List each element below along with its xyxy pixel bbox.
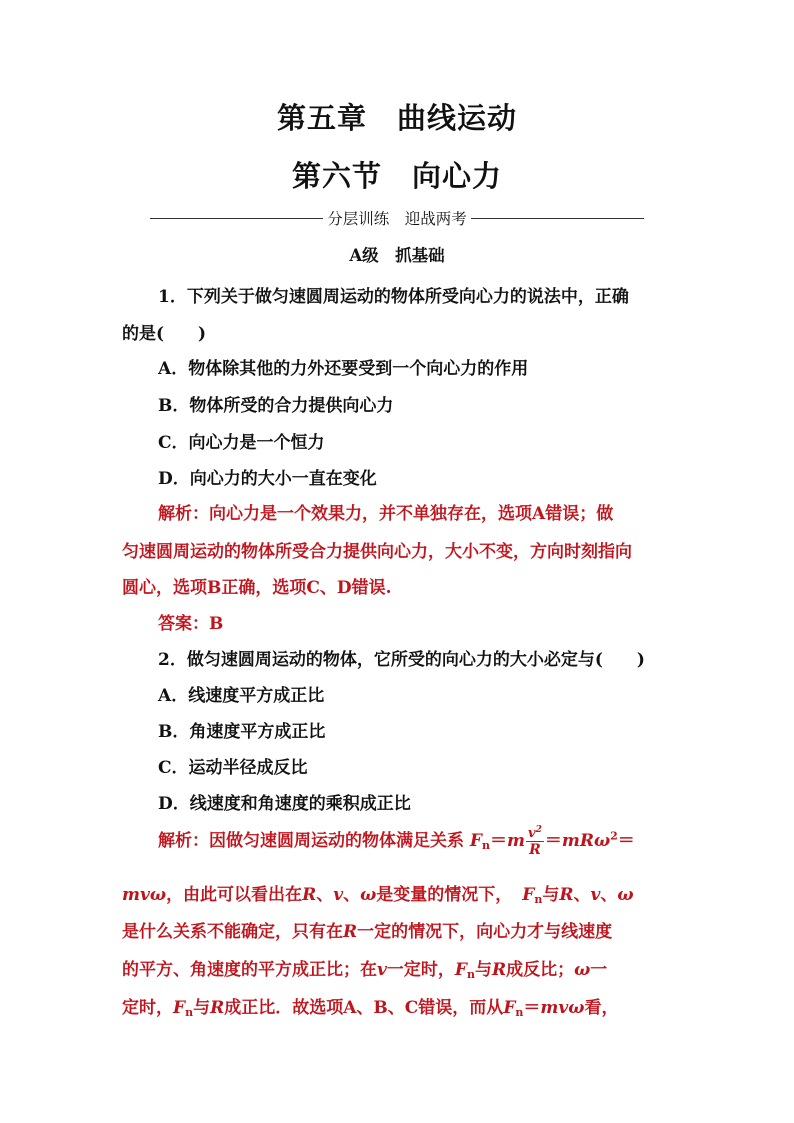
q1-stem-line2: 的是( )	[122, 324, 207, 344]
q2-analysis-line4	[122, 955, 607, 981]
l2-sep3: 、	[573, 885, 591, 905]
l2-r: R	[302, 885, 317, 905]
l4-r: R	[491, 960, 507, 980]
banner-separator	[150, 207, 644, 231]
l5-f2: F	[503, 998, 516, 1018]
q1-option-c: C．向心力是一个恒力	[158, 433, 325, 453]
l2-omega3: ω	[617, 885, 634, 905]
l5-r: R	[210, 998, 225, 1018]
l2-sep1: 、	[316, 885, 334, 905]
l2-f: F	[522, 885, 535, 905]
formula-f: F	[469, 831, 482, 851]
formula-n-sub: n	[482, 839, 490, 852]
q2-analysis-line5	[122, 993, 618, 1019]
q1-analysis-text1: ：向心力是一个效果力，并不单独存在，选项A错误；做	[192, 504, 614, 524]
l2-text-b: 是变量的情况下，	[376, 885, 513, 905]
l2-text-c: 与	[542, 885, 560, 905]
l2-sep4: 、	[600, 885, 618, 905]
l2-text-a: ，由此可以看出在	[166, 885, 303, 905]
l4-omega: ω	[574, 960, 591, 980]
formula-omega: ω	[593, 831, 611, 851]
q2-option-d: D．线速度和角速度的乘积成正比	[158, 794, 411, 814]
section-title: 第六节 向心力	[291, 159, 502, 193]
l4-text-a: 的平方、角速度的平方成正比；在	[122, 960, 377, 980]
l5-text-c: 成正比．故选项A、B、C错误，而从	[224, 998, 504, 1018]
l5-text-a: 定时，	[122, 998, 173, 1018]
l4-v: v	[377, 960, 387, 980]
formula-fraction	[526, 826, 544, 857]
l4-text-c: 与	[474, 960, 492, 980]
q1-option-a: A．物体除其他的力外还要受到一个向心力的作用	[158, 359, 529, 379]
l4-text-b: 一定时，	[386, 960, 455, 980]
fraction-denominator: R	[526, 841, 544, 857]
chapter-title: 第五章 曲线运动	[276, 101, 517, 135]
q1-analysis-label: 解析	[158, 504, 192, 524]
fraction-v: v	[528, 826, 536, 841]
formula-eq1: ＝	[490, 831, 507, 851]
q1-stem-line1: 1．下列关于做匀速圆周运动的物体所受向心力的说法中，正确	[158, 287, 629, 307]
l4-f: F	[454, 960, 467, 980]
q2-analysis-label: 解析	[158, 831, 192, 851]
formula-eq3: ＝	[617, 831, 635, 851]
l4-text-e: 一	[590, 960, 608, 980]
formula-omega-square: 2	[610, 829, 618, 843]
l2-omega: ω	[149, 885, 167, 905]
q1-analysis-line1	[158, 499, 613, 524]
l5-f-sub: n	[185, 1006, 194, 1019]
q1-analysis-line3: 圆心，选项B正确，选项C、D错误.	[122, 578, 392, 598]
q2-analysis-line2	[122, 880, 634, 906]
q2-analysis-line1	[158, 826, 635, 857]
l3-text-a: 是什么关系不能确定，只有在	[122, 922, 343, 942]
l2-sep2: 、	[343, 885, 361, 905]
l2-v: v	[333, 885, 344, 905]
q2-option-a: A．线速度平方成正比	[158, 686, 325, 706]
banner-text: 分层训练 迎战两考	[323, 210, 471, 228]
l4-text-d: 成反比；	[506, 960, 575, 980]
q2-option-c: C．运动半径成反比	[158, 758, 308, 778]
l5-text-b: 与	[193, 998, 211, 1018]
q1-analysis-line2: 匀速圆周运动的物体所受合力提供向心力，大小不变，方向时刻指向	[122, 542, 632, 562]
l2-r2: R	[559, 885, 574, 905]
q1-answer	[158, 609, 223, 634]
fraction-numerator	[526, 826, 544, 841]
level-heading: A级 抓基础	[349, 246, 445, 265]
l2-omega2: ω	[360, 885, 377, 905]
q1-option-d: D．向心力的大小一直在变化	[158, 469, 377, 489]
l4-f-sub: n	[466, 968, 475, 981]
l5-mv: mv	[540, 998, 569, 1018]
l2-mv: mv	[122, 885, 150, 905]
formula-mr: mR	[561, 831, 594, 851]
l5-eq: ＝	[523, 998, 541, 1018]
q2-analysis-intro: ：因做匀速圆周运动的物体满足关系	[192, 831, 464, 851]
l3-text-b: 一定的情况下，向心力才与线速度	[357, 922, 613, 942]
q2-stem: 2．做匀速圆周运动的物体，它所受的向心力的大小必定与( )	[158, 650, 645, 670]
l2-f-sub: n	[534, 893, 543, 906]
q2-option-b: B．角速度平方成正比	[158, 722, 326, 742]
l5-omega: ω	[568, 998, 585, 1018]
formula-m: m	[507, 831, 525, 851]
q1-option-b: B．物体所受的合力提供向心力	[158, 396, 394, 416]
q1-answer-value: ：B	[192, 614, 224, 634]
l5-f2-sub: n	[515, 1006, 524, 1019]
fraction-v-square: 2	[535, 825, 542, 835]
l2-v2: v	[590, 885, 601, 905]
l5-f: F	[173, 998, 186, 1018]
q2-analysis-line3	[122, 917, 612, 942]
l3-r: R	[343, 922, 358, 942]
l5-text-d: 看，	[584, 998, 619, 1018]
formula-eq2: ＝	[544, 831, 562, 851]
q1-answer-label: 答案	[158, 614, 192, 634]
banner	[150, 207, 644, 229]
